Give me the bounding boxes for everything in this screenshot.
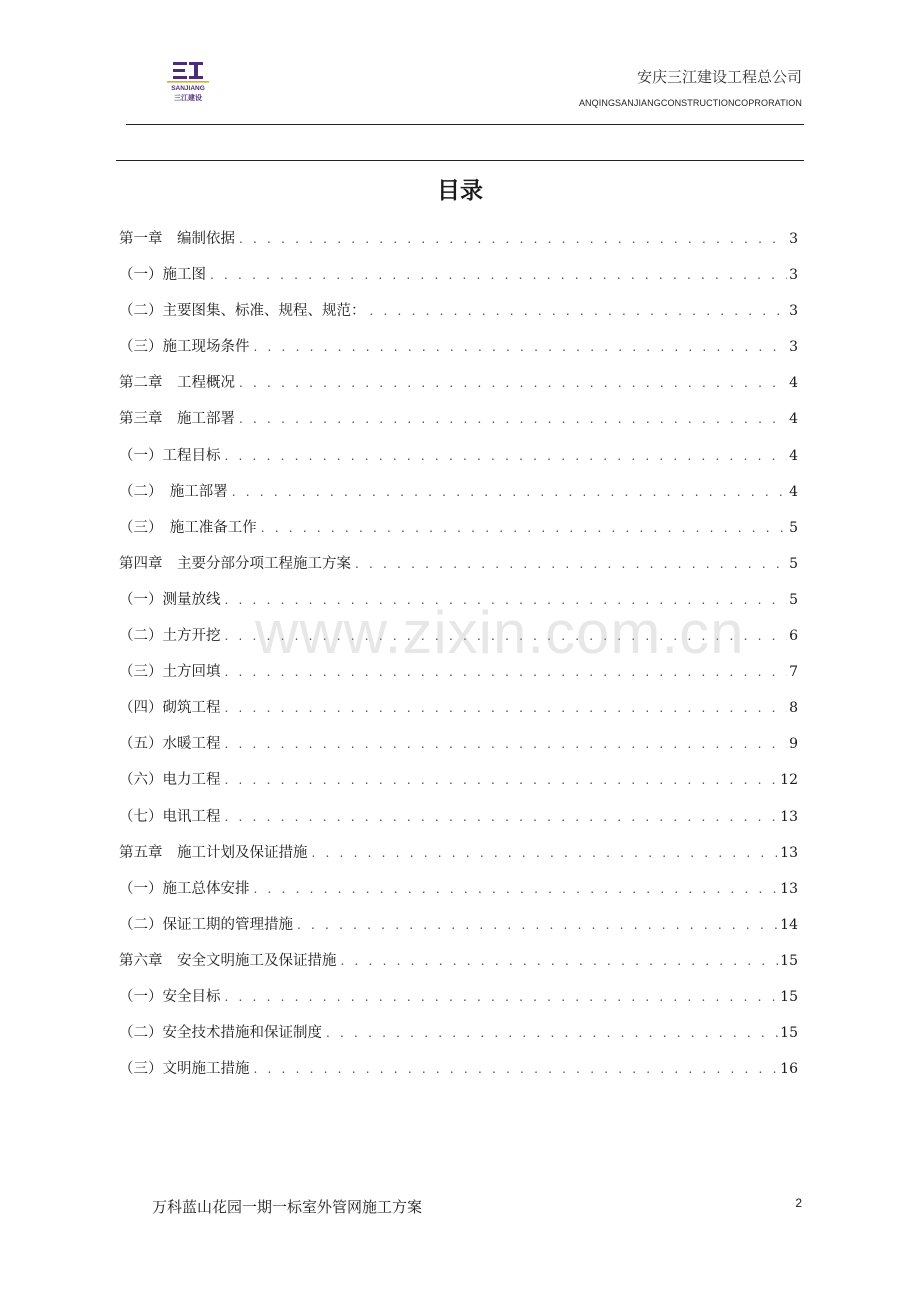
toc-leader-dots (370, 293, 788, 329)
toc-entry-label: （五）水暖工程 (119, 736, 221, 753)
footer-document-title: 万科蓝山花园一期一标室外管网施工方案 (152, 1198, 423, 1216)
toc-entry-page: 4 (789, 483, 798, 500)
toc-entry-label: （一）施工总体安排 (119, 880, 250, 897)
toc-entry[interactable] (119, 401, 798, 437)
logo-subtext: 三江建设 (174, 94, 202, 102)
toc-leader-dots (261, 510, 787, 546)
toc-entry-label: （一）工程目标 (119, 447, 221, 464)
toc-entry-page: 3 (789, 267, 798, 284)
toc-entry-page: 15 (780, 952, 798, 969)
toc-title: 目录 (437, 178, 483, 204)
toc-entry[interactable] (119, 799, 798, 835)
toc-leader-dots (225, 762, 779, 798)
toc-entry-page: 12 (780, 772, 798, 789)
toc-entry-page: 5 (789, 591, 798, 608)
toc-leader-dots (341, 943, 779, 979)
toc-leader-dots (239, 221, 787, 257)
toc-entry[interactable] (119, 979, 798, 1015)
toc-entry[interactable] (119, 726, 798, 762)
toc-entry[interactable] (119, 835, 798, 871)
toc-entry-label: （一）安全目标 (119, 988, 221, 1005)
toc-leader-dots (254, 329, 788, 365)
toc-entry[interactable] (119, 474, 798, 510)
toc-entry[interactable] (119, 690, 798, 726)
toc-entry-label: 第六章 安全文明施工及保证措施 (119, 952, 337, 969)
toc-entry-label: （三）施工现场条件 (119, 339, 250, 356)
footer-page-number: 2 (795, 1196, 802, 1210)
toc-entry[interactable] (119, 510, 798, 546)
toc-entry[interactable] (119, 907, 798, 943)
toc-entry-label: （二）安全技术措施和保证制度 (119, 1025, 322, 1042)
toc-entry-page: 8 (789, 700, 798, 717)
toc-entry-page: 13 (780, 808, 798, 825)
toc-leader-dots (232, 474, 787, 510)
toc-entry-page: 3 (789, 303, 798, 320)
toc-leader-dots (254, 871, 779, 907)
toc-leader-dots (254, 1051, 779, 1087)
toc-entry[interactable] (119, 546, 798, 582)
toc-entry-page: 3 (789, 339, 798, 356)
company-name-cn: 安庆三江建设工程总公司 (636, 68, 802, 86)
toc-entry-label: （一）施工图 (119, 267, 206, 284)
logo-text: SANJIANG (171, 85, 205, 92)
toc-leader-dots (239, 401, 787, 437)
toc-entry-page: 5 (789, 555, 798, 572)
toc-entry-label: 第四章 主要分部分项工程施工方案 (119, 555, 351, 572)
toc-leader-dots (225, 690, 788, 726)
toc-entry[interactable] (119, 329, 798, 365)
toc-entry[interactable] (119, 365, 798, 401)
toc-entry-label: （七）电讯工程 (119, 808, 221, 825)
toc-entry[interactable] (119, 943, 798, 979)
toc-entry-page: 4 (789, 447, 798, 464)
toc-leader-dots (326, 1015, 778, 1051)
toc-entry-page: 15 (780, 1025, 798, 1042)
toc-entry-page: 4 (789, 411, 798, 428)
company-logo (164, 60, 212, 106)
toc-entry[interactable] (119, 438, 798, 474)
toc-leader-dots (225, 799, 779, 835)
toc-entry[interactable] (119, 293, 798, 329)
toc-entry-label: （一）测量放线 (119, 591, 221, 608)
toc-entry[interactable] (119, 871, 798, 907)
toc-entry-label: （二）保证工期的管理措施 (119, 916, 293, 933)
toc-entry-page: 16 (780, 1061, 798, 1078)
toc-entry-page: 15 (780, 988, 798, 1005)
toc-leader-dots (225, 438, 788, 474)
toc-entry-label: 第三章 施工部署 (119, 411, 235, 428)
toc-entry-label: （二）主要图集、标准、规程、规范： (119, 303, 366, 320)
toc-entry-label: （三） 施工准备工作 (119, 519, 257, 536)
toc-leader-dots (225, 979, 779, 1015)
title-divider (116, 160, 804, 161)
toc-leader-dots (355, 546, 787, 582)
toc-entry-page: 9 (789, 736, 798, 753)
toc-entry-page: 7 (789, 664, 798, 681)
toc-entry[interactable] (119, 257, 798, 293)
toc-leader-dots (225, 726, 788, 762)
toc-entry-page: 4 (789, 375, 798, 392)
toc-entry-page: 5 (789, 519, 798, 536)
toc-entry-label: （二）土方开挖 (119, 628, 221, 645)
toc-entry-label: 第五章 施工计划及保证措施 (119, 844, 308, 861)
company-name-en: ANQINGSANJIANGCONSTRUCTIONCOPRORATION (578, 98, 802, 108)
toc-leader-dots (210, 257, 787, 293)
toc-leader-dots (297, 907, 778, 943)
watermark: www.zixin.com.cn (255, 599, 745, 666)
toc-entry[interactable] (119, 221, 798, 257)
toc-entry-page: 13 (780, 880, 798, 897)
toc-entry[interactable] (119, 762, 798, 798)
header-divider (126, 124, 804, 125)
toc-entry-label: （三）文明施工措施 (119, 1061, 250, 1078)
toc-entry[interactable] (119, 1051, 798, 1087)
toc-entry-label: 第二章 工程概况 (119, 375, 235, 392)
toc-entry-label: （六）电力工程 (119, 772, 221, 789)
toc-entry[interactable] (119, 1015, 798, 1051)
toc-entry-label: （三）土方回填 (119, 664, 221, 681)
toc-entry-label: 第一章 编制依据 (119, 231, 235, 247)
toc-entry-page: 14 (780, 916, 798, 933)
toc-entry-page: 6 (789, 628, 798, 645)
toc-entry-label: （二） 施工部署 (119, 483, 228, 500)
toc-leader-dots (239, 365, 787, 401)
toc-entry-label: （四）砌筑工程 (119, 700, 221, 717)
toc-leader-dots (312, 835, 779, 871)
toc-entry-page: 3 (789, 231, 798, 247)
toc-entry-page: 13 (780, 844, 798, 861)
